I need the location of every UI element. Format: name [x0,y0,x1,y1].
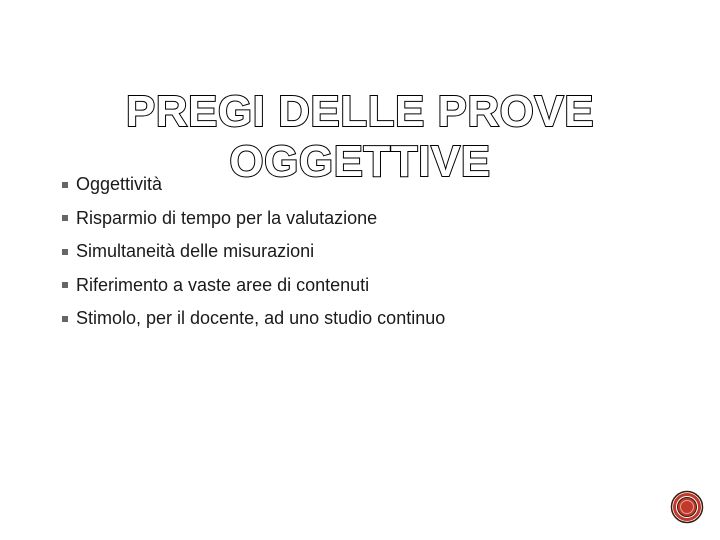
bullet-item [62,269,445,303]
bullet-text: Risparmio di tempo per la valutazione [76,207,378,228]
square-bullet-icon [62,282,68,288]
circular-emblem-icon [670,490,704,524]
square-bullet-icon [62,215,68,221]
bullet-text: Riferimento a vaste aree di contenuti [76,274,370,295]
slide-title-line-2: OGGETTIVE [229,137,491,187]
square-bullet-icon [62,249,68,255]
bullet-item [62,235,445,269]
square-bullet-icon [62,182,68,188]
bullet-item [62,202,445,236]
bullet-text: Oggettività [76,174,163,195]
bullet-item [62,168,445,202]
bullet-text: Simultaneità delle misurazioni [76,241,315,262]
bullet-item [62,302,445,336]
slide-title-line-1: PREGI DELLE PROVE [125,87,595,137]
bullet-text: Stimolo, per il docente, ad uno studio continuo [76,308,446,329]
bullet-list [62,168,445,336]
square-bullet-icon [62,316,68,322]
